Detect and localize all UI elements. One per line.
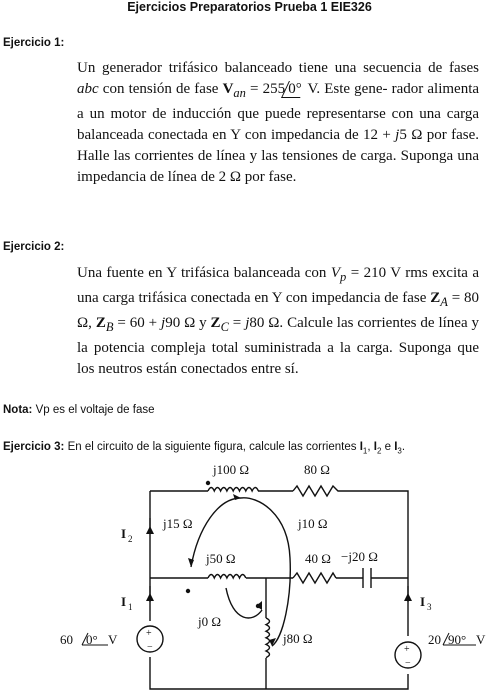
- src2-angle: 90°: [448, 632, 467, 647]
- ex3-prompt: [3, 441, 405, 455]
- label-80: 80 Ω: [304, 462, 330, 477]
- label-j0: j0 Ω: [198, 614, 222, 629]
- ex2-za: Z: [430, 290, 441, 306]
- label-i2-sub: 2: [128, 534, 133, 544]
- circuit-diagram: [58, 458, 499, 693]
- ex2-zc-sub: C: [220, 320, 229, 334]
- src2-unit: V: [476, 632, 486, 647]
- ex1-angle: 0°: [288, 81, 302, 97]
- ex2-statement: [77, 263, 479, 380]
- src1-unit: V: [108, 632, 118, 647]
- src1-angle: 0°: [86, 632, 98, 647]
- label-j100: j100 Ω: [213, 462, 250, 477]
- ex1-voltage-symbol: V: [222, 81, 234, 97]
- ex3-text: .: [401, 441, 406, 453]
- src2-value: 20: [428, 632, 441, 647]
- label-i2: I: [121, 526, 127, 541]
- ex2-za-sub: A: [440, 295, 448, 309]
- ex3-heading: Ejercicio 3:: [3, 441, 65, 453]
- ex1-text: rador alimenta a un motor de inducción que puede representarse con una carga balanceada conectada en Y con impedancia de 12 +: [77, 81, 480, 143]
- inductor-j100: [208, 488, 258, 492]
- ex2-text: Una fuente en Y trifásica balanceada con: [77, 265, 331, 281]
- plus-sign: +: [404, 644, 410, 655]
- label-j15: j15 Ω: [163, 516, 193, 531]
- ex2-j: j: [245, 315, 250, 331]
- ex2-text: = 60 +: [113, 315, 162, 331]
- ex2-vp: V: [330, 265, 341, 281]
- ex2-text: =: [228, 315, 246, 331]
- ex1-text: con tensión de fase: [98, 81, 223, 97]
- note: [3, 404, 155, 416]
- note-label: Nota:: [3, 404, 33, 416]
- ex2-vp-sub: p: [340, 270, 347, 284]
- ex1-abc: abc: [77, 81, 99, 97]
- ex3-i3-sub: 3: [397, 446, 402, 456]
- ex1-text: Un generador trifásico balanceado tiene una secuencia de: [77, 60, 443, 76]
- ex3-text: e: [381, 441, 395, 453]
- dot-marker: [186, 589, 190, 593]
- resistor-80: [293, 486, 344, 496]
- ex2-text: = 210 V rms excita a una carga trifásica conectada en Y con impedancia de fase: [77, 265, 480, 306]
- inductor-j80: [266, 618, 270, 658]
- label-j50: j50 Ω: [206, 551, 236, 566]
- ex1-j: j: [395, 127, 400, 143]
- minus-sign: −: [405, 658, 411, 669]
- label-i1: I: [121, 594, 127, 609]
- label-cap: −j20 Ω: [341, 549, 378, 564]
- ex2-text: 90 Ω y: [165, 315, 211, 331]
- ex2-zc: Z: [210, 315, 221, 331]
- dot-marker: [256, 604, 260, 608]
- src1-value: 60: [60, 632, 73, 647]
- ex3-text: En el circuito de la siguiente figura, calcule las corrientes: [64, 441, 360, 453]
- label-i3-sub: 3: [427, 602, 432, 612]
- note-text: Vp es el voltaje de fase: [32, 404, 155, 416]
- ex1-text: 5 Ω por fase. Halle las corrientes de línea y las tensiones de carga. Suponga una impedancia de línea de 2 Ω por fase.: [77, 127, 479, 185]
- ex3-i1: I: [359, 441, 363, 453]
- ex1-heading: Ejercicio 1:: [3, 37, 65, 49]
- ex3-i3: I: [394, 441, 398, 453]
- ex2-zb-sub: B: [105, 320, 114, 334]
- page-title: Ejercicios Preparatorios Prueba 1 EIE326: [127, 0, 372, 14]
- dot-marker: [206, 481, 210, 485]
- coupling-j0-arrow: [226, 588, 262, 618]
- ex3-i2: I: [373, 441, 377, 453]
- arrowhead: [269, 638, 276, 646]
- capacitor: [363, 568, 371, 588]
- ex2-heading: Ejercicio 2:: [3, 241, 65, 253]
- ex3-i2-sub: 2: [376, 446, 382, 456]
- plus-sign: +: [146, 628, 152, 639]
- coupling-j10-arrow: [241, 498, 290, 646]
- ex1-voltage-subscript: an: [233, 86, 246, 100]
- ex1-statement: [77, 58, 479, 188]
- label-j10: j10 Ω: [298, 516, 328, 531]
- label-i1-sub: 1: [128, 602, 133, 612]
- ex2-j: j: [161, 315, 166, 331]
- label-i3: I: [420, 594, 426, 609]
- ex2-text: 80 Ω. Calcule las corrientes de línea y la potencia compleja total suministrada a la carga. Suponga que los neutros están conectados entre sí.: [77, 315, 480, 377]
- inductor-j50: [208, 575, 246, 579]
- label-40: 40 Ω: [305, 551, 331, 566]
- ex3-i1-sub: 1: [362, 446, 368, 456]
- ex3-text: ,: [367, 441, 374, 453]
- ex2-zb: Z: [95, 315, 106, 331]
- ex2-text: = 80 Ω,: [77, 290, 479, 331]
- ex1-text: = 255: [245, 81, 286, 97]
- ex1-text: fases: [449, 60, 479, 76]
- label-j80: j80 Ω: [283, 631, 313, 646]
- resistor-40: [293, 573, 336, 583]
- ex1-text: V. Este gene-: [303, 81, 388, 97]
- minus-sign: −: [147, 642, 153, 653]
- wire: [150, 657, 408, 689]
